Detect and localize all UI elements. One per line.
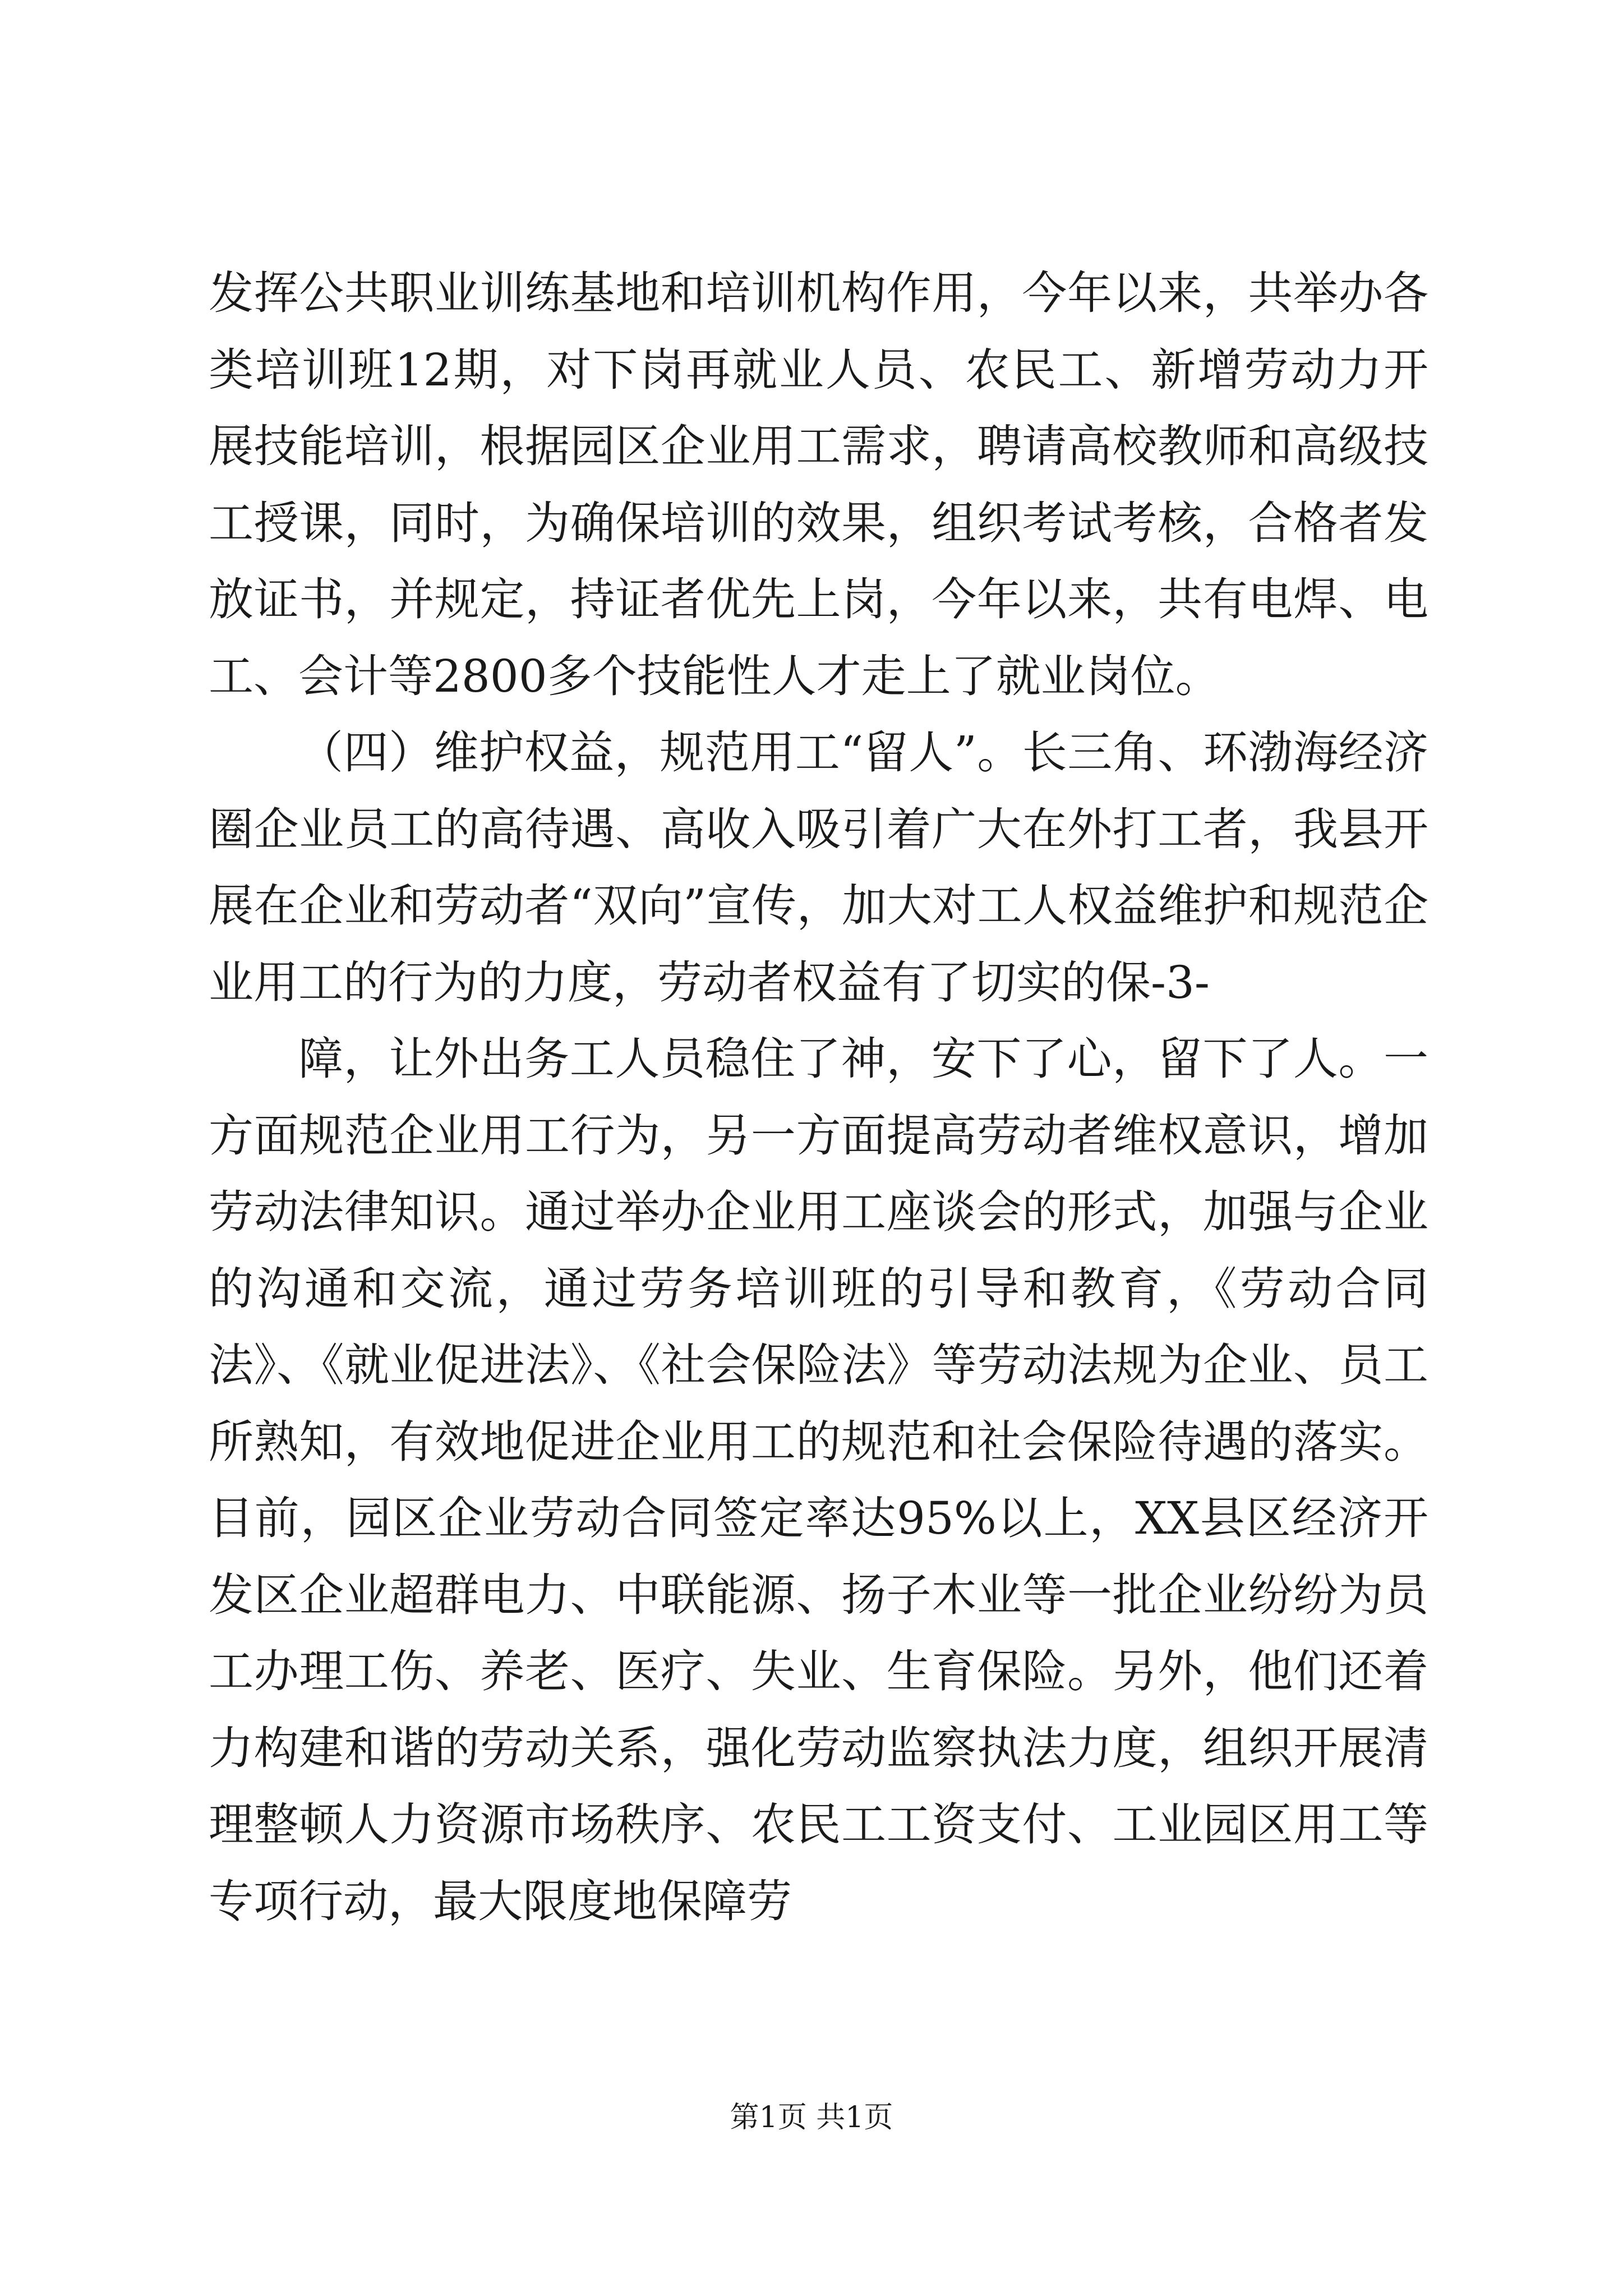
document-body	[209, 255, 1428, 1940]
paragraph-rights-protection: （四）维护权益，规范用工“留人”。长三角、环渤海经济圈企业员工的高待遇、高收入吸引着广大在外打工者，我县开展在企业和劳动者“双向”宣传，加大对工人权益维护和规范企业用工的行为的力度，劳动者权益有了切实的保-3-	[209, 726, 1428, 1009]
page-footer: 第1页 共1页	[730, 2101, 893, 2134]
paragraph-employment-regulation: 障，让外出务工人员稳住了神，安下了心，留下了人。一方面规范企业用工行为，另一方面提高劳动者维权意识，增加劳动法律知识。通过举办企业用工座谈会的形式，加强与企业的沟通和交流，通过劳务培训班的引导和教育，《劳动合同法》、《就业促进法》、《社会保险法》等劳动法规为企业、员工所熟知，有效地促进企业用工的规范和社会保险待遇的落实。目前，园区企业劳动合同签定率达95%以上，XX县区经济开发区企业超群电力、中联能源、扬子木业等一批企业纷纷为员工办理工伤、养老、医疗、失业、生育保险。另外，他们还着力构建和谐的劳动关系，强化劳动监察执法力度，组织开展清理整顿人力资源市场秩序、农民工工资支付、工业园区用工等专项行动，最大限度地保障劳	[209, 1033, 1428, 1927]
paragraph-training: 发挥公共职业训练基地和培训机构作用，今年以来，共举办各类培训班12期，对下岗再就业人员、农民工、新增劳动力开展技能培训，根据园区企业用工需求，聘请高校教师和高级技工授课，同时，为确保培训的效果，组织考试考核，合格者发放证书，并规定，持证者优先上岗，今年以来，共有电焊、电工、会计等2800多个技能性人才走上了就业岗位。	[209, 267, 1428, 702]
